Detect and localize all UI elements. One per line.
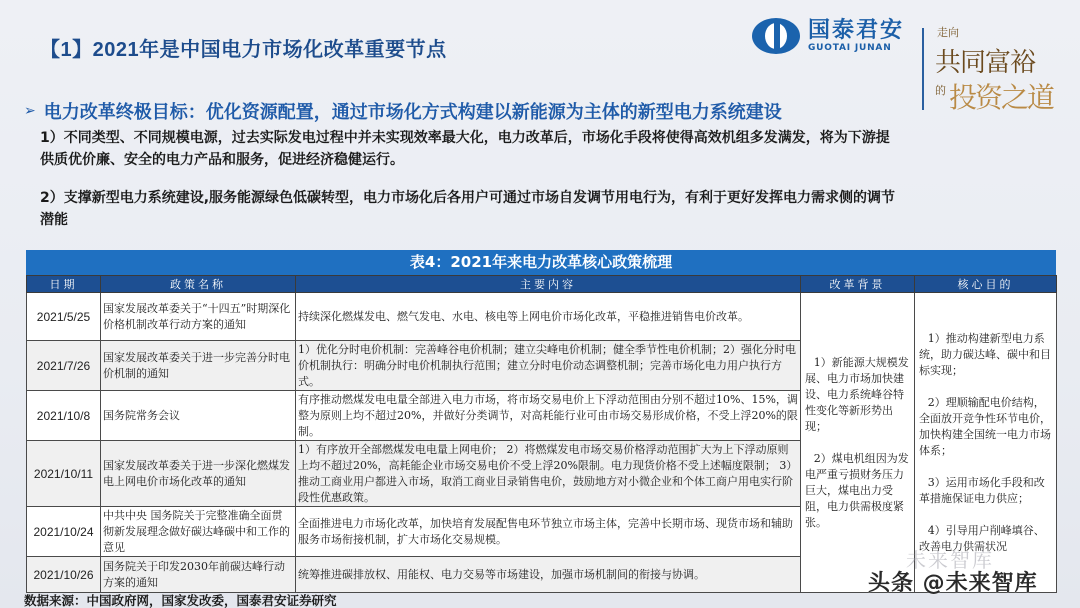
background-item: 2）煤电机组因为发电严重亏损财务压力巨大，煤电出力受阻，电力供需极度紧张。 [805,451,909,529]
table-caption: 表4：2021年来电力改革核心政策梳理 [26,250,1056,275]
data-source: 数据来源：中国政府网，国家发改委，国泰君安证券研究 [24,593,337,608]
purpose-item: 2）理顺输配电价结构，全面放开竞争性环节电价，加快构建全国统一电力市场体系； [919,395,1051,457]
arrow-right-icon: ➢ [24,103,36,119]
purpose-item: 1）推动构建新型电力系统，助力碳达峰、碳中和目标实现； [919,331,1051,377]
cell-policy: 国家发展改革委关于“十四五”时期深化价格机制改革行动方案的通知 [101,293,296,341]
logo-name-cn: 国泰君安 [808,18,905,43]
column-header-content: 主要内容 [296,276,801,293]
cell-policy: 国家发展改革委关于进一步深化燃煤发电上网电价市场化改革的通知 [101,441,296,507]
slide-title: 【1】2021年是中国电力市场化改革重要节点 [40,39,447,61]
logo-divider [922,28,924,110]
cell-date: 2021/10/11 [27,441,101,507]
cell-policy: 国务院关于印发2030年前碳达峰行动方案的通知 [101,557,296,593]
cell-content: 全面推进电力市场化改革，加快培育发展配售电环节独立市场主体，完善中长期市场、现货市场和辅助服务市场衔接机制，扩大市场化交易规模。 [296,507,801,557]
purpose-item: 4）引导用户削峰填谷、改善电力供需状况 [919,523,1045,553]
cell-date: 2021/7/26 [27,341,101,391]
slogan-line3: 的 [935,84,946,97]
cell-date: 2021/10/26 [27,557,101,593]
table-row [27,293,1057,341]
column-header-policy: 政策名称 [101,276,296,293]
cell-date: 2021/5/25 [27,293,101,341]
cell-date: 2021/10/8 [27,391,101,441]
policy-table [26,250,1056,593]
table-header-row [27,276,1057,293]
slogan-line1: 走向 [937,26,959,39]
cell-content: 统筹推进碳排放权、用能权、电力交易等市场建设，加强市场机制间的衔接与协调。 [296,557,801,593]
cell-date: 2021/10/24 [27,507,101,557]
column-header-date: 日期 [27,276,101,293]
company-logo [752,18,904,54]
cell-content: 持续深化燃煤发电、燃气发电、水电、核电等上网电价市场化改革，平稳推进销售电价改革。 [296,293,801,341]
cell-content: 1）有序放开全部燃煤发电电量上网电价； 2）将燃煤发电市场交易价格浮动范围扩大为上下浮动原则上均不超过20%，高耗能企业市场交易电价不受上浮20%限制。电力现货价格不受上述幅度限制； 3）推动工商业用户都进入市场，取消工商业目录销售电价，鼓励地方对小微企业和个体工商户用电实行阶段性优惠政策。 [296,441,801,507]
headline [24,98,782,124]
paragraph-1: 1）不同类型、不同规模电源，过去实际发电过程中并未实现效率最大化，电力改革后，市场化手段将使得高效机组多发满发，将为下游提供质优价廉、安全的电力产品和服务，促进经济稳健运行。 [40,130,890,168]
cell-policy: 中共中央 国务院关于完整准确全面贯彻新发展理念做好碳达峰碳中和工作的意见 [101,507,296,557]
headline-text: 电力改革终极目标：优化资源配置，通过市场化方式构建以新能源为主体的新型电力系统建设 [43,102,782,123]
paragraph-2: 2）支撑新型电力系统建设,服务能源绿色低碳转型，电力市场化后各用户可通过市场自发调节用电行为，有利于更好发挥电力需求侧的调节潜能 [40,190,896,228]
column-header-background: 改革背景 [801,276,915,293]
background-item: 1）新能源大规模发展、电力市场加快建设、电力系统峰谷特性变化等新形势出现； [805,355,909,433]
watermark-faint: 未来智库 [906,548,994,572]
slogan-line2: 共同富裕 [935,48,1036,78]
column-header-purpose: 核心目的 [915,276,1057,293]
cell-background [801,293,915,593]
purpose-item: 3）运用市场化手段和改革措施保证电力供应； [919,475,1045,505]
cell-policy: 国家发展改革委关于进一步完善分时电价机制的通知 [101,341,296,391]
cell-content: 1）优化分时电价机制：完善峰谷电价机制；建立尖峰电价机制；健全季节性电价机制；2）强化分时电价机制执行：明确分时电价机制执行范围；建立分时电价动态调整机制；完善市场化电力用户执行方式。 [296,341,801,391]
guotai-junan-logo-icon [752,18,800,54]
watermark: 头条 @未来智库 [868,571,1038,596]
cell-content: 有序推动燃煤发电电量全部进入电力市场，将市场交易电价上下浮动范围由分别不超过10%、15%，调整为原则上均不超过20%，并做好分类调节，对高耗能行业可由市场交易形成价格，不受上浮20%的限制。 [296,391,801,441]
slogan [935,20,1055,120]
logo-name-en: GUOTAI JUNAN [808,43,892,53]
cell-policy: 国务院常务会议 [101,391,296,441]
slogan-line4: 投资之道 [949,81,1054,114]
